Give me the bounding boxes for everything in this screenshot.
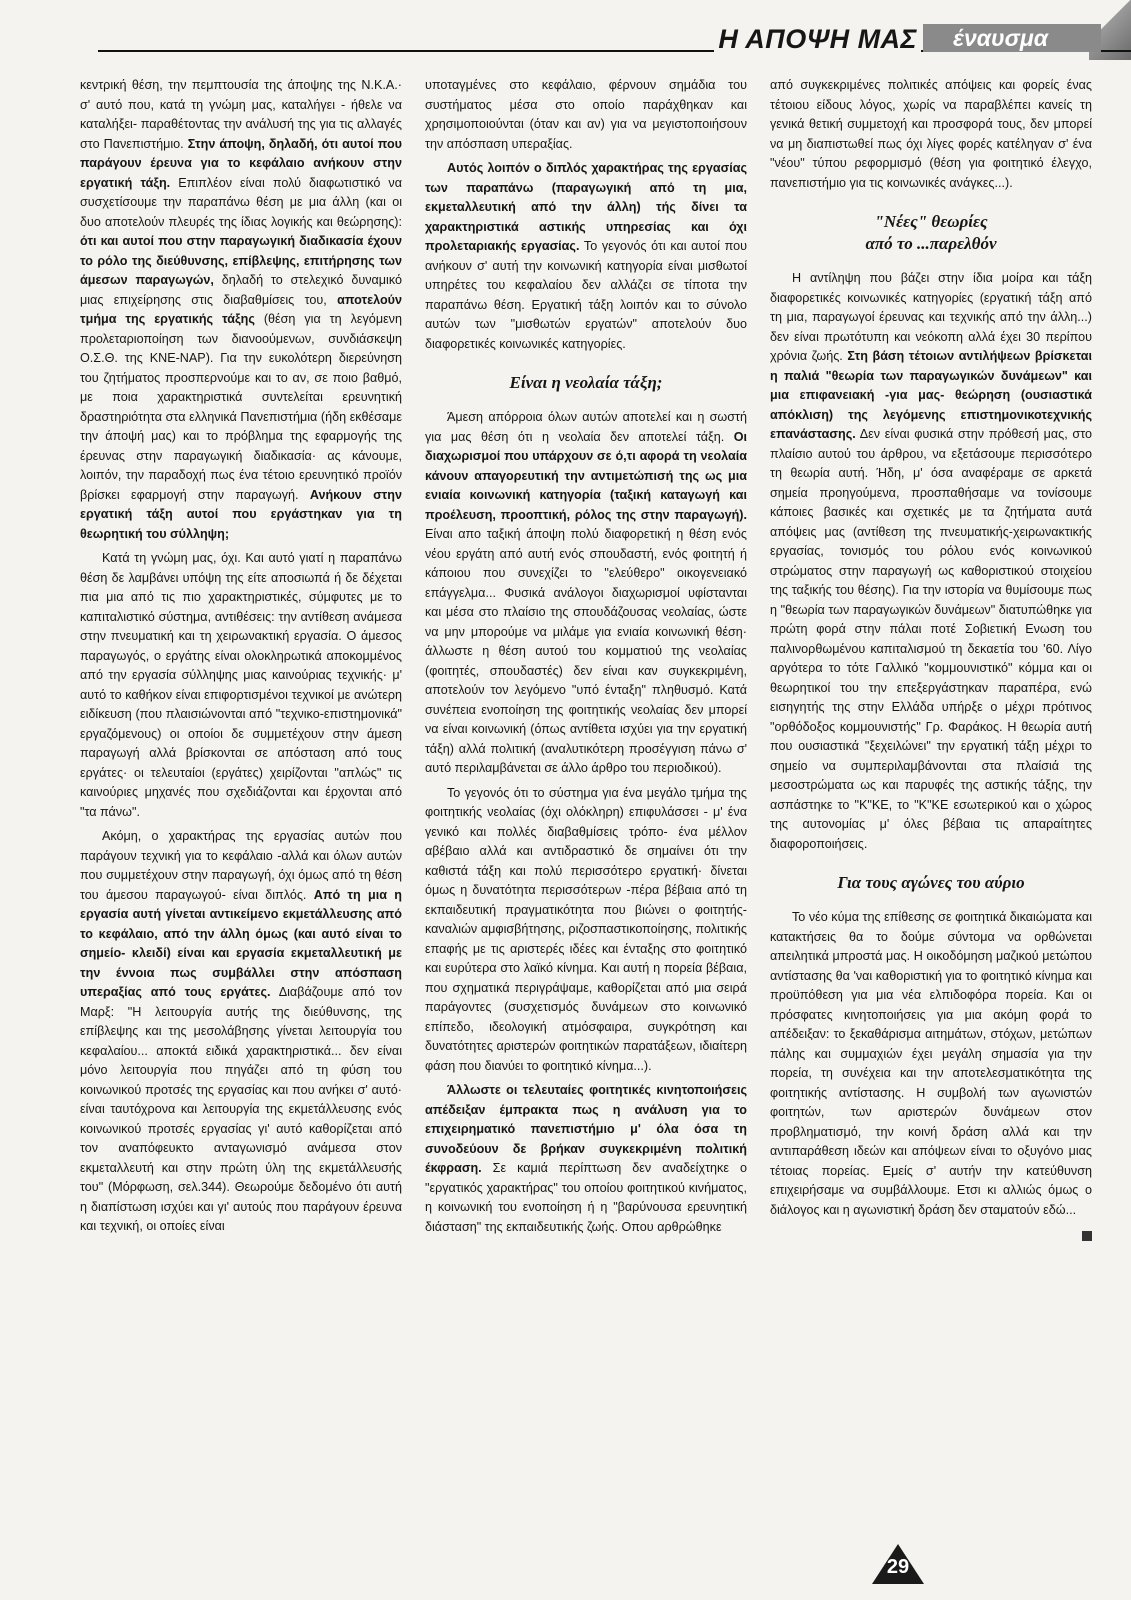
- paragraph: Το νέο κύμα της επίθεσης σε φοιτητικά δικαιώματα και κατακτήσεις θα το δούμε σύντομα να ορθώνεται απειλητικά μπροστά μας. Η οικοδόμηση μαζικού μετώπου αντίστασης θα 'ναι καθοριστική για το φοιτητικό κίνημα και προϋπόθεση για μια νέα ελπιδοφόρα πορεία. Και οι πρόσφατες κινητοποιήσεις για μια ακόμη φορά το απέδειξαν: το ξεκαθάρισμα αιτημάτων, στόχων, μετώπων πάλης και συμμαχιών έχει μεγάλη σημασία για την πορεία, τη συνέχεια και την αποτελεσματικότητα της φοιτητικής αντίστασης. Η συμβολή των αγωνιστών φοιτητών, των αριστερών δυνάμεων στον προβληματισμό, την κοινή δράση αλλά και την αντιπαράθεση ιδεών και απόψεων είναι το οξυγόνο μιας τέτοιας πορείας. Εμείς σ' αυτήν την κατεύθυνση επιχειρήσαμε να συμβάλλουμε. Ετσι κι αλλιώς όμως ο διάλογος και η αγωνιστική δράση δεν σταματούν εδώ...: [770, 910, 1092, 1217]
- paragraph: από συγκεκριμένες πολιτικές απόψεις και φορείς ένας τέτοιου είδους λόγος, χωρίς να παραβλέπει κανείς τη γενικά θετική συμμετοχή και προσφορά τους, δεν μπορεί να μη διαπιστωθεί πως όχι λίγες φορές κατέληγαν σ' ένα "νέου" τύπου ρεφορμισμό (θέση για φοιτητικό έλεγχο, πανεπιστήμιο για τις κοινωνικές ανάγκες...).: [770, 78, 1092, 190]
- page-number: 29: [886, 1556, 910, 1578]
- column-3: [770, 76, 1092, 1242]
- paragraph: Το γεγονός ότι το σύστημα για ένα μεγάλο τμήμα της φοιτητικής νεολαίας (όχι ολόκληρη) επιφυλάσσει - μ' ένα γενικό και πολλές διαβαθμίσεις τρόπο- ένα μέλλον αβέβαιο αλλά και αντιδραστικό δε σημαίνει ότι την καθιστά τάξη και πολύ περισσότερο εργατική· δίνεται όμως η δυνατότητα περισσότερων -πέρα βέβαια από τη εκπαιδευτική πραγματικότητα που βιώνει ο φοιτητής- καναλιών αμφισβήτησης, ριζοσπαστικοποίησης, πολιτικής επαφής με τις αριστερές ιδέες και ένταξης στο φοιτητικό και ευρύτερα στο λαϊκό κίνημα. Και αυτή η πορεία βέβαια, που σχηματικά περιγράψαμε, καθορίζεται από μια σειρά παράγοντες (συσχετισμός δυνάμεων στο κοινωνικό επίπεδο, ιδεολογική ατμόσφαιρα, συγκρότηση και δυνατότητες αριστερών φοιτητικών παρατάξεων, ιδιαίτερη φάση που διανύει το φοιτητικό κίνημα...).: [425, 785, 747, 1073]
- page-number-badge: [870, 1542, 926, 1586]
- page-header: [98, 16, 1131, 56]
- paragraph: Άλλωστε οι τελευταίες φοιτητικές κινητοποιήσεις απέδειξαν έμπρακτα πως η ανάλυση για το επιχειρηματικό πανεπιστήμιο μ' όλα όσα τη συνοδεύουν δε βρήκαν συγκεκριμένη πολιτική έκφραση. Σε καμιά περίπτωση δεν αναδείχτηκε ο "εργατικός χαρακτήρας" του οποίου φοιτητικού κινήματος, η κοινωνική του ενοποίηση ή η "βαρύνουσα ερευνητική διάσταση" της εκπαιδευτικής ζωής. Οπου αρθρώθηκε: [425, 1083, 747, 1234]
- paragraph: Αυτός λοιπόν ο διπλός χαρακτήρας της εργασίας των παραπάνω (παραγωγική από τη μια, εκμεταλλευτική από την άλλη) τής δίνει τα χαρακτηριστικά αστικής υπηρεσίας και όχι προλεταριακής εργασίας. Το γεγονός ότι και αυτοί που ανήκουν σ' αυτή την κοινωνική κατηγορία είναι μισθωτοί υπηρέτες του κεφαλαίου δεν αλλάζει σε τίποτα την παραπάνω θέση. Εργατική τάξη λοιπόν και το σύνολο αυτών των "μισθωτών εργατών" αποτελούν δυο διαφορετικές κοινωνικές κατηγορίες.: [425, 161, 747, 351]
- subheading: Για τους αγώνες του αύριο: [837, 873, 1025, 892]
- column-2: [425, 76, 747, 1242]
- article-body: [80, 76, 1092, 1242]
- subheading: Είναι η νεολαία τάξη;: [509, 373, 663, 392]
- magazine-tag: έναυσμα: [923, 24, 1101, 52]
- paragraph: Κατά τη γνώμη μας, όχι. Και αυτό γιατί η παραπάνω θέση δε λαμβάνει υπόψη της είτε αποσιωπά ή δε δέχεται πια μια από τις πιο χαρακτηριστικές, σύμφυτες με το καπιταλιστικό σύστημα, αντιθέσεις: την αντίθεση ανάμεσα στην πνευματική και τη χειρωνακτική εργασία. Ο άμεσος παραγωγός, ο εργάτης είναι ολοκληρωτικά αποκομμένος από την εργασία σύλληψης μιας καινούριας τεχνικής· μ' αυτό το καθήκον είναι επιφορτισμένοι τεχνικοί με ανώτερη ειδίκευση (που πλαισιώνονται από "τεχνικο-επιστημονικά" εργαζόμενους) οι οποίοι δε συμμετέχουν στην άμεση παραγωγή αλλά βρίσκονται σε απόσταση από τους εργάτες· οι τελευταίοι (εργάτες) χειρίζονται "απλώς" τις καινούριες μηχανές που σχεδιάζονται και έρχονται από "τα πάνω".: [80, 551, 402, 819]
- end-of-article-mark: [1082, 1231, 1092, 1241]
- subheading: "Νέες" θεωρίες από το ...παρελθόν: [865, 212, 997, 253]
- section-title: Η ΑΠΟΨΗ ΜΑΣ: [714, 24, 921, 54]
- paragraph: Η αντίληψη που βάζει στην ίδια μοίρα και τάξη διαφορετικές κοινωνικές κατηγορίες (εργατική τάξη από τη μια, παραγωγοί έρευνας και τεχνικής από την άλλη...) δεν είναι πρωτότυπη και νεόκοπη αλλά έχει 30 περίπου χρόνια ζωής. Στη βάση τέτοιων αντιλήψεων βρίσκεται η παλιά "θεωρία των παραγωγικών δυνάμεων" και μια επιφανειακή -για μας- θεώρηση (ουσιαστικά απόκλιση) της λεγόμενης επιστημονικοτεχνικής επανάστασης. Δεν είναι φυσικά στην πρόθεσή μας, στο πλαίσιο αυτού του άρθρου, να εξετάσουμε περισσότερο τη θεωρία αυτή. Ήδη, μ' όσα αναφέραμε σε αρκετά σημεία προηγούμενα, προσπαθήσαμε να τονίσουμε κάποιες βασικές και σχετικές με τα ζητήματα αυτά απόψεις μας (αντίθεση της πνευματικής-χειρωνακτικής εργασίας, τονισμός του ρόλου ενός κοινωνικού στρώματος στην παραγωγή ως καθοριστικού στοιχείου της ταξικής του θέσης). Για την ιστορία να θυμίσουμε πως η "θεωρία των παραγωγικών δυνάμεων" διατυπώθηκε για πρώτη φορά στην πάλαι ποτέ Σοβιετική Ενωση του παλινορθωμένου καπιταλισμού τη δεκαετία του '60. Λίγο αργότερα το τότε Γαλλικό "κομμουνιστικό" κόμμα και οι θεωρητικοί του την επεξεργάστηκαν παραπέρα, ενώ εισηγητής της στην Ελλάδα υπήρξε ο μέχρι πρότινος "ορθόδοξος κομμουνιστής" Γρ. Φαράκος. Η θεωρία αυτή που ουσιαστικά "ξεχειλώνει" την εργατική τάξη μέχρι το σημείο να συμπεριλαμβάνονται στα πλαίσιά της μεσοστρώματα ως και παρυφές της αστικής τάξης, την ασπάστηκε το "Κ"ΚΕ, το "Κ"ΚΕ εσωτερικού και ο χώρος της αυτονομίας μ' όλες βέβαια τις απαραίτητες διαφοροποιήσεις.: [770, 271, 1092, 851]
- paragraph: κεντρική θέση, την πεμπτουσία της άποψης της Ν.Κ.Α.· σ' αυτό που, κατά τη γνώμη μας, καταλήγει - ήθελε να καταλήξει- παραθέτοντας την ανάλυσή της για τις αλλαγές στο Πανεπιστήμιο. Στην άποψη, δηλαδή, ότι αυτοί που παράγουν έρευνα για το κεφάλαιο ανήκουν στην εργατική τάξη. Επιπλέον είναι πολύ διαφωτιστικό να συσχετίσουμε την παραπάνω θέση με μια άλλη (και οι δυο αποτελούν πλευρές της ίδιας λογικής και θεώρησης): ότι και αυτοί που στην παραγωγική διαδικασία έχουν το ρόλο της διεύθυνσης, επίβλεψης, επιτήρησης των άμεσων παραγωγών, δηλαδή το στελεχικό δυναμικό μιας επιχείρησης στις διαβαθμίσεις του, αποτελούν τμήμα της εργατικής τάξης (θέση για τη λεγόμενη προλεταριοποίηση των διανοούμενων, συνδιάσκεψη Ο.Σ.Θ. της ΚΝΕ-ΝΑΡ). Για την ευκολότερη διερεύνηση του ζητήματος προσπερνούμε και το αν, σε ποιο βαθμό, με ποια χαρακτηριστικά συντελείται ερευνητική δραστηριότητα στα ελληνικά Πανεπιστήμια (ήδη εκθέσαμε την άποψή μας) και το πρόβλημα της εφαρμογής της έρευνας στην παραγωγική διαδικασία· ας κάνουμε, λοιπόν, την παραδοχή πως ένα τέτοιο ερευνητικό προϊόν βρίσκει εφαρμογή στην παραγωγή. Ανήκουν στην εργατική τάξη αυτοί που εργάστηκαν για τη θεωρητική του σύλληψη;: [80, 78, 402, 541]
- paragraph: Ακόμη, ο χαρακτήρας της εργασίας αυτών που παράγουν τεχνική για το κεφάλαιο -αλλά και όλων αυτών που συμμετέχουν στην παραγωγή, όχι όμως από τη θέση του άμεσου παραγωγού- είναι διπλός. Από τη μια η εργασία αυτή γίνεται αντικείμενο εκμετάλλευσης από το κεφάλαιο, από την άλλη όμως (και αυτό είναι το σημείο- κλειδί) είναι και εργασία εκμεταλλευτική με την έννοια πως συμβάλλει στην απόσπαση υπεραξίας από τους εργάτες. Διαβάζουμε από τον Μαρξ: "Η λειτουργία αυτής της διεύθυνσης, της επίβλεψης και της μεσολάβησης γίνεται λειτουργία του κεφαλαίου... αποκτά ειδικά χαρακτηριστικά... δεν είναι μόνο λειτουργία που πηγάζει από τη φύση του κοινωνικού προτσές της εργασίας και που ανήκει σ' αυτό· είναι ταυτόχρονα και λειτουργία της εκμετάλλευσης ενός κοινωνικού προτσές εργασίας γι' αυτό καθορίζεται από τον αναπόφευκτο ανταγωνισμό ανάμεσα στον εκμεταλλευτή και στην πρώτη ύλη της εκμετάλλευσής του" (Μόρφωση, σελ.344). Θεωρούμε δεδομένο ότι αυτή η διαπίστωση ισχύει και γι' αυτούς που παράγουν έρευνα και τεχνική, οι οποίες είναι: [80, 829, 402, 1233]
- column-1: [80, 76, 402, 1242]
- paragraph: υποταγμένες στο κεφάλαιο, φέρνουν σημάδια του συστήματος μέσα στο οποίο παράχθηκαν και χρησιμοποιούνται (όταν και αν) για να μεγιστοποιήσουν την απόσπαση υπεραξίας.: [425, 78, 747, 151]
- paragraph: Άμεση απόρροια όλων αυτών αποτελεί και η σωστή για μας θέση ότι η νεολαία δεν αποτελεί τάξη. Οι διαχωρισμοί που υπάρχουν σε ό,τι αφορά τη νεολαία κάνουν απαγορευτική την αντιμετώπισή της ως μια ενιαία κοινωνική κατηγορία (ταξική καταγωγή και προέλευση, προοπτική, ρόλος της στην παραγωγή). Είναι απο ταξική άποψη πολύ διαφορετική η θέση ενός νέου εργάτη από αυτή ενός σπουδαστή, ενός φοιτητή ή κάποιου που συνεχίζει το "ελεύθερο" οικογενειακό επάγγελμα... Φυσικά ανάλογοι διαχωρισμοί υφίστανται και μέσα στο πλαίσιο της σπουδάζουσας νεολαίας, ώστε να μην μπορούμε να μιλάμε για ενιαία κοινωνική θέση· άλλωστε η θέση αυτού του κομματιού της νεολαίας (φοιτητές, σπουδαστές) δεν είναι καν συγκεκριμένη, αποτελούν τον λεγόμενο "υπό ένταξη" πληθυσμό. Κατά συνέπεια ενοποίηση της φοιτητικής νεολαίας δεν μπορεί να είναι κοινωνική (όπως αντίθετα ισχύει για την εργατική τάξη) αλλά πολιτική (αναλυτικότερη προσέγγιση πάνω σ' αυτό περιλαμβάνεται σε άλλο άρθρο του περιοδικού).: [425, 410, 747, 775]
